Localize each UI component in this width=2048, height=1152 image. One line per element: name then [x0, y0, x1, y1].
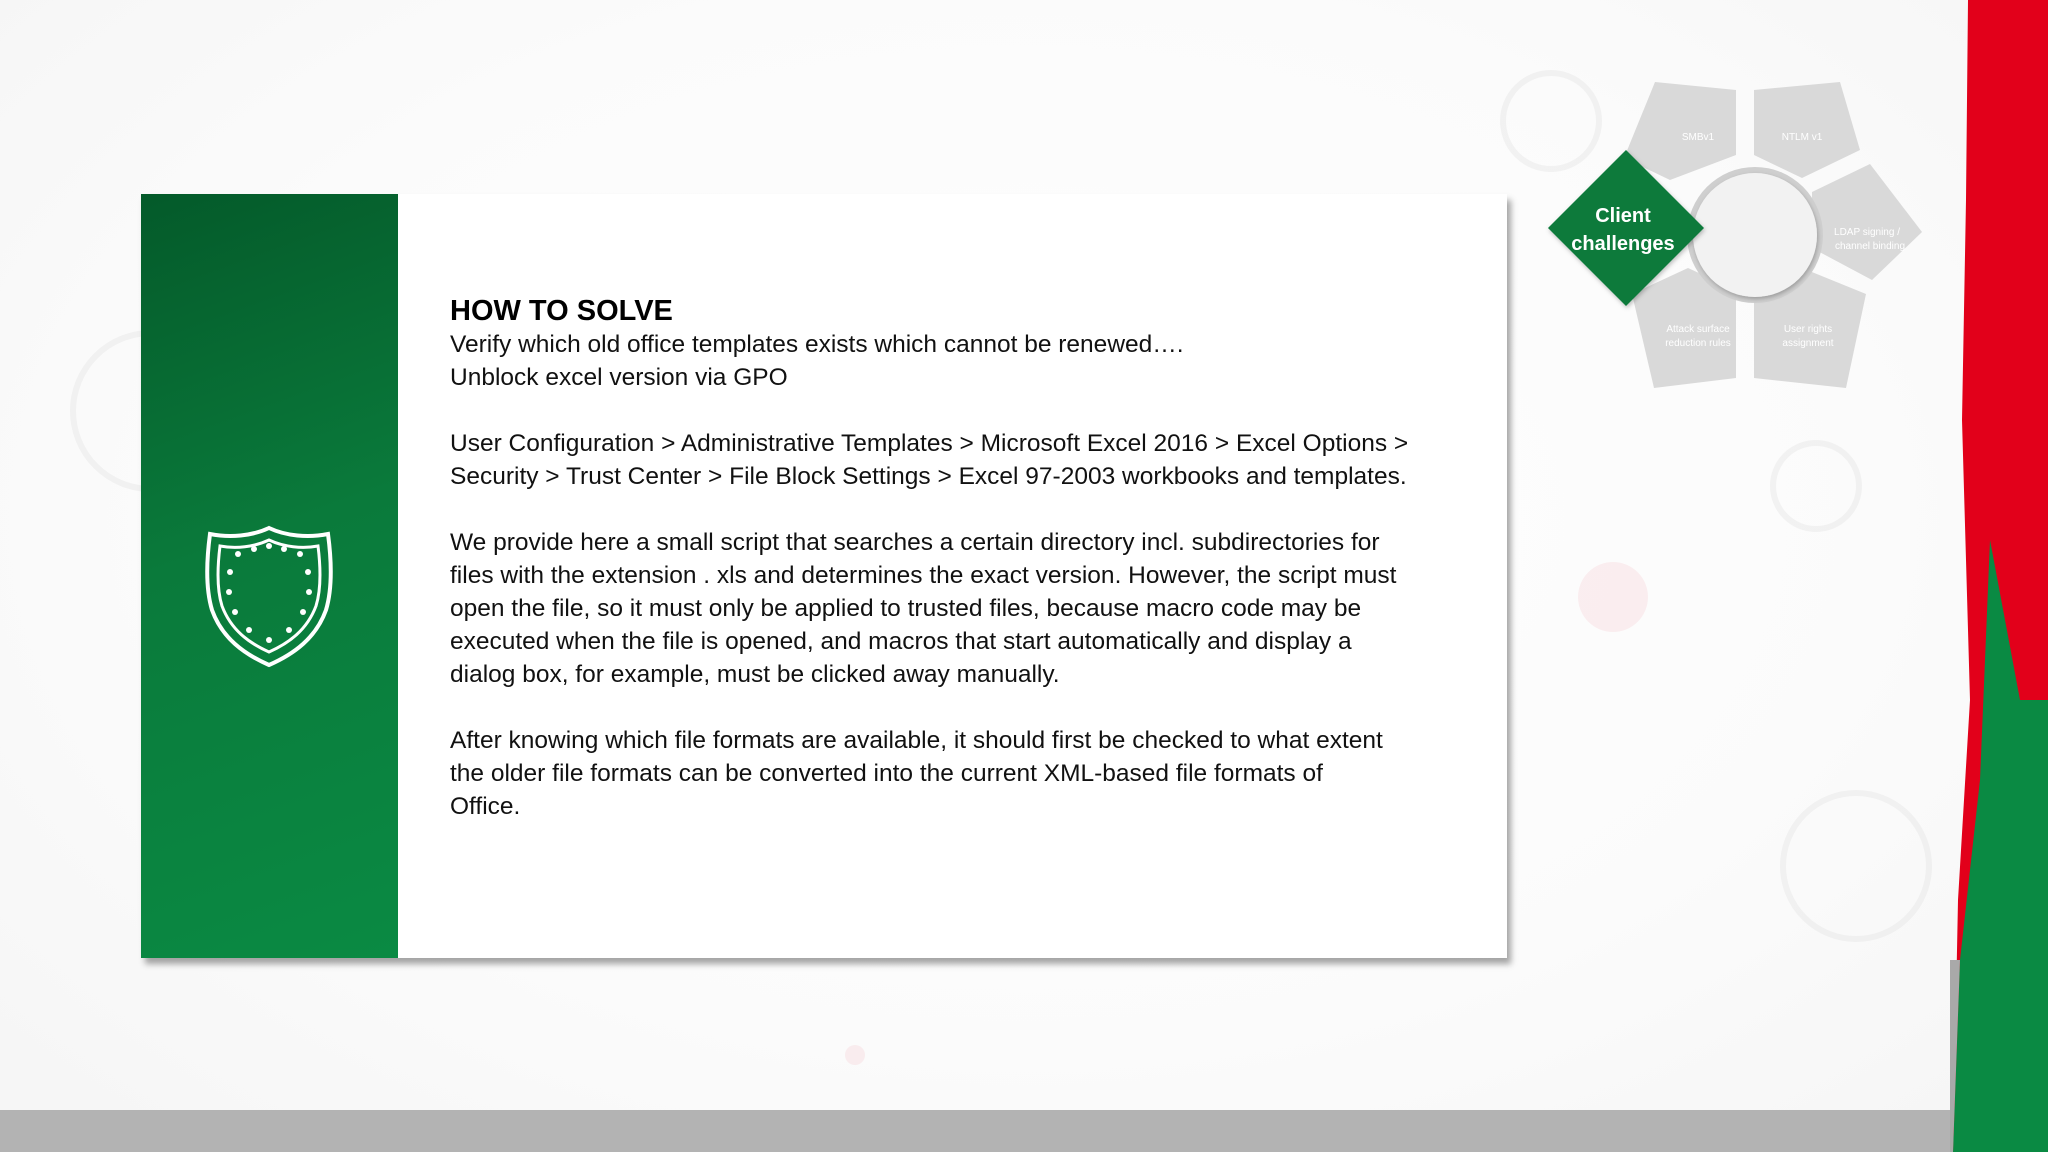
nav-item-label: NTLM v1	[1781, 132, 1823, 143]
nav-item-label: User rights	[1783, 324, 1833, 335]
nav-item-label: assignment	[1782, 338, 1834, 349]
nav-active-label: Client	[1595, 205, 1651, 227]
script-description-line: files with the extension . xls and determines the exact version. However, the script must	[450, 562, 1397, 589]
background-dot	[845, 1045, 865, 1065]
nav-item-ldap-signing[interactable]	[1812, 164, 1922, 280]
footer-bar	[0, 1110, 2048, 1152]
shield-icon	[204, 524, 334, 669]
card-side-panel	[141, 194, 398, 958]
card-line: Unblock excel version via GPO	[450, 364, 788, 391]
script-description-line: We provide here a small script that searches a certain directory incl. subdirectories for	[450, 529, 1380, 556]
background-dot	[1578, 562, 1648, 632]
script-description-line: open the file, so it must only be applied to trusted files, because macro code may be	[450, 595, 1362, 622]
card-title: HOW TO SOLVE	[450, 295, 673, 327]
nav-item-ntlm-v1[interactable]	[1754, 82, 1860, 178]
background-circle	[1770, 440, 1862, 532]
file-formats-line: Office.	[450, 793, 521, 820]
gpo-path-line: Security > Trust Center > File Block Settings > Excel 97-2003 workbooks and templates.	[450, 463, 1407, 490]
nav-active-label: challenges	[1571, 233, 1675, 255]
nav-item-label: Attack surface	[1666, 324, 1730, 335]
content-card	[141, 194, 1507, 958]
topic-navigator	[1540, 80, 1930, 400]
card-body	[450, 294, 1470, 823]
file-formats-line: the older file formats can be converted into the current XML-based file formats of	[450, 760, 1323, 787]
nav-item-label: LDAP signing /	[1834, 227, 1900, 238]
script-description-line: executed when the file is opened, and macros that start automatically and display a	[450, 628, 1352, 655]
script-description-line: dialog box, for example, must be clicked away manually.	[450, 661, 1060, 688]
nav-item-label: reduction rules	[1665, 338, 1731, 349]
nav-item-label: SMBv1	[1681, 132, 1715, 143]
corner-decoration	[1950, 0, 2048, 1152]
nav-center-circle	[1693, 173, 1817, 297]
topic-navigator-graphic	[1540, 80, 1930, 400]
file-formats-line: After knowing which file formats are available, it should first be checked to what extent	[450, 727, 1383, 754]
nav-item-label: channel binding	[1834, 241, 1906, 252]
card-line: Verify which old office templates exists which cannot be renewed….	[450, 331, 1184, 358]
gpo-path-line: User Configuration > Administrative Templates > Microsoft Excel 2016 > Excel Options >	[450, 430, 1409, 457]
background-circle	[1780, 790, 1932, 942]
